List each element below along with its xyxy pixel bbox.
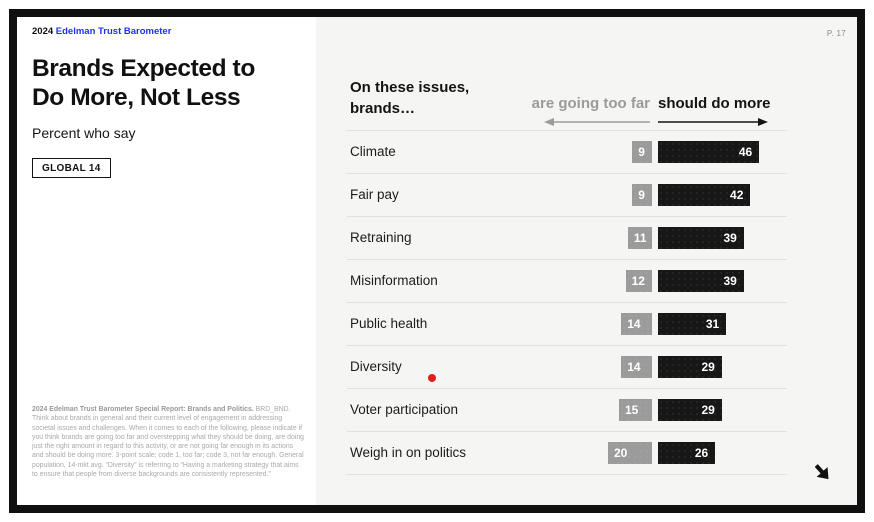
chart-row bbox=[347, 216, 787, 259]
global-scope-badge: GLOBAL 14 bbox=[32, 158, 111, 178]
chart-row bbox=[347, 259, 787, 302]
chart-heading-line-1: On these issues, bbox=[350, 79, 470, 96]
bar-should-do-more: 26 bbox=[658, 442, 715, 464]
brand-logo bbox=[32, 26, 171, 37]
next-page-arrow-icon[interactable] bbox=[812, 461, 834, 485]
chart-heading bbox=[350, 77, 469, 119]
bar-going-too-far: 12 bbox=[626, 270, 652, 292]
category-label: Diversity bbox=[350, 359, 402, 374]
brand-year: 2024 bbox=[32, 26, 54, 37]
slide-title bbox=[32, 55, 255, 112]
category-label: Climate bbox=[350, 144, 396, 159]
slide-frame bbox=[9, 9, 865, 513]
chart-rows bbox=[347, 130, 787, 475]
bar-should-do-more: 42 bbox=[658, 184, 750, 206]
bar-going-too-far: 11 bbox=[628, 227, 652, 249]
right-arrow-icon bbox=[658, 117, 769, 127]
footnote-source-bold: 2024 Edelman Trust Barometer Special Report: Brands and Politics. bbox=[32, 406, 254, 413]
chart-row bbox=[347, 130, 787, 173]
bar-going-too-far: 20 bbox=[608, 442, 652, 464]
chart-row bbox=[347, 431, 787, 474]
bar-going-too-far: 14 bbox=[621, 313, 652, 335]
category-label: Public health bbox=[350, 316, 428, 331]
slide-title-line-1: Brands Expected to bbox=[32, 55, 255, 82]
bar-should-do-more: 39 bbox=[658, 270, 744, 292]
bar-should-do-more: 46 bbox=[658, 141, 759, 163]
brand-name: Edelman Trust Barometer bbox=[55, 26, 172, 37]
category-label: Fair pay bbox=[350, 187, 399, 202]
source-footnote bbox=[32, 405, 304, 479]
column-header-should-do-more: should do more bbox=[658, 95, 771, 112]
footnote-text: BRD_BND. Think about brands in general and their current level of engagement in addressing societal issues and challenges. When it comes to each of the following, please indicate if you think brands are going too far and overstepping what they should be doing, are doing just the right amount in regard to this activity, or are not going far enough in its actions and should be doing more. 3-point scale; code 1, too far; code 3, not far enough. General population, 14-mkt avg. “Diversity” is referring to “Having a marketing strategy that aims to ensure that people from diverse backgrounds are consistently represented.” bbox=[32, 406, 304, 479]
bar-should-do-more: 29 bbox=[658, 356, 722, 378]
bar-should-do-more: 31 bbox=[658, 313, 726, 335]
page-number: P. 17 bbox=[826, 29, 846, 38]
chart-row bbox=[347, 388, 787, 431]
chart-row bbox=[347, 345, 787, 388]
bar-going-too-far: 9 bbox=[632, 141, 652, 163]
chart-heading-line-2: brands… bbox=[350, 100, 416, 117]
category-label: Misinformation bbox=[350, 273, 438, 288]
column-header-going-too-far: are going too far bbox=[531, 95, 650, 112]
bar-going-too-far: 15 bbox=[619, 399, 652, 421]
chart-row bbox=[347, 173, 787, 216]
slide-title-line-2: Do More, Not Less bbox=[32, 83, 241, 111]
bar-going-too-far: 14 bbox=[621, 356, 652, 378]
category-label: Weigh in on politics bbox=[350, 445, 467, 460]
bar-going-too-far: 9 bbox=[632, 184, 652, 206]
slide-subtitle: Percent who say bbox=[32, 125, 136, 141]
slide bbox=[17, 17, 857, 505]
pointer-dot-icon bbox=[428, 374, 436, 382]
left-arrow-icon bbox=[544, 117, 651, 127]
category-label: Retraining bbox=[350, 230, 412, 245]
bar-should-do-more: 29 bbox=[658, 399, 722, 421]
category-label: Voter participation bbox=[350, 402, 459, 417]
chart-row bbox=[347, 302, 787, 345]
bar-should-do-more: 39 bbox=[658, 227, 744, 249]
